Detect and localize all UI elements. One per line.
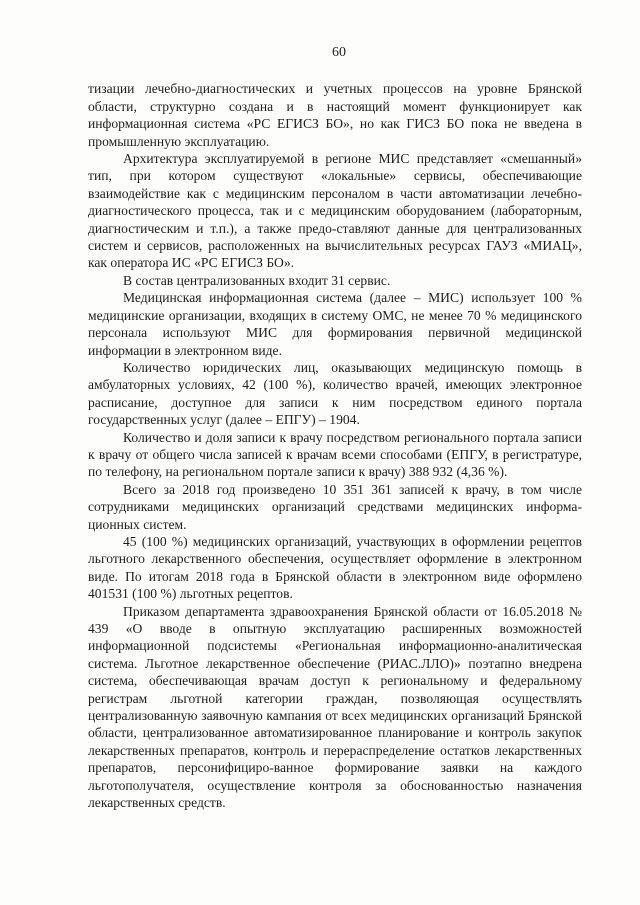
body-paragraph: Количество и доля записи к врачу посредством регионального портала записи к врачу от общего числа записей к врачам всеми способами (ЕПГУ, в регистратуре, по телефону, на региональном портале записи к врачу) 388 932 (4,36 %). [88, 429, 582, 480]
document-page [88, 44, 582, 811]
document-body [88, 80, 582, 811]
body-paragraph: Приказом департамента здравоохранения Брянской области от 16.05.2018 № 439 «О вводе в опытную эксплуатацию расширенных возможностей информационной подсистемы «Региональная информационно-аналитическая система. Льготное лекарственное обеспечение (РИАС.ЛЛО)» поэтапно внедрена система, обеспечивающая врачам доступ к региональному и федеральному регистрам льготной категории граждан, позволяющая осуществлять централизованную заявочную кампания от всех медицинских организаций Брянской области, централизованное автоматизированное планирование и контроль закупок лекарственных препаратов, контроль и перераспределение остатков лекарственных препаратов, персонифициро-ванное формирование заявки на каждого льготополучателя, осуществление контроля за обоснованностью назначения лекарственных средств. [88, 603, 582, 811]
body-paragraph: тизации лечебно-диагностических и учетных процессов на уровне Брянской области, структурно создана и в настоящий момент функционирует как информационная система «РС ЕГИСЗ БО», но как ГИСЗ БО пока не введена в промышленную эксплуатацию. [88, 81, 582, 149]
body-paragraph: В состав централизованных входит 31 сервис. [123, 272, 391, 288]
body-paragraph: Всего за 2018 год произведено 10 351 361 записей к врачу, в том числе сотрудниками медицинских организаций средствами медицинских информа-ционных систем. [88, 481, 582, 532]
body-paragraph: 45 (100 %) медицинских организаций, участвующих в оформлении рецептов льготного лекарственного обеспечения, осуществляет оформление в электронном виде. По итогам 2018 года в Брянской области в электронном виде оформлено 401531 (100 %) льготных рецептов. [88, 533, 582, 602]
page-number: 60 [332, 45, 346, 60]
body-paragraph: Архитектура эксплуатируемой в регионе МИС представляет «смешанный» тип, при котором существуют «локальные» сервисы, обеспечивающие взаимодействие как с медицинским персоналом в части автоматизации лечебно-диагностического процесса, так и с медицинским оборудованием (лабораторным, диагностическим и т.п.), а также предо-ставляют данные для централизованных систем и сервисов, расположенных на вычислительных ресурсах ГАУЗ «МИАЦ», как оператора ИС «РС ЕГИСЗ БО». [88, 151, 582, 271]
body-paragraph: Количество юридических лиц, оказывающих медицинскую помощь в амбулаторных условиях, 42 (100 %), количество врачей, имеющих электронное расписание, доступное для записи к ним посредством единого портала государственных услуг (далее – ЕПГУ) – 1904. [88, 359, 582, 428]
body-paragraph: Медицинская информационная система (далее – МИС) использует 100 % медицинские организации, входящих в систему ОМС, не менее 70 % медицинского персонала используют МИС для формирования первичной медицинской информации в электронном виде. [88, 290, 582, 358]
